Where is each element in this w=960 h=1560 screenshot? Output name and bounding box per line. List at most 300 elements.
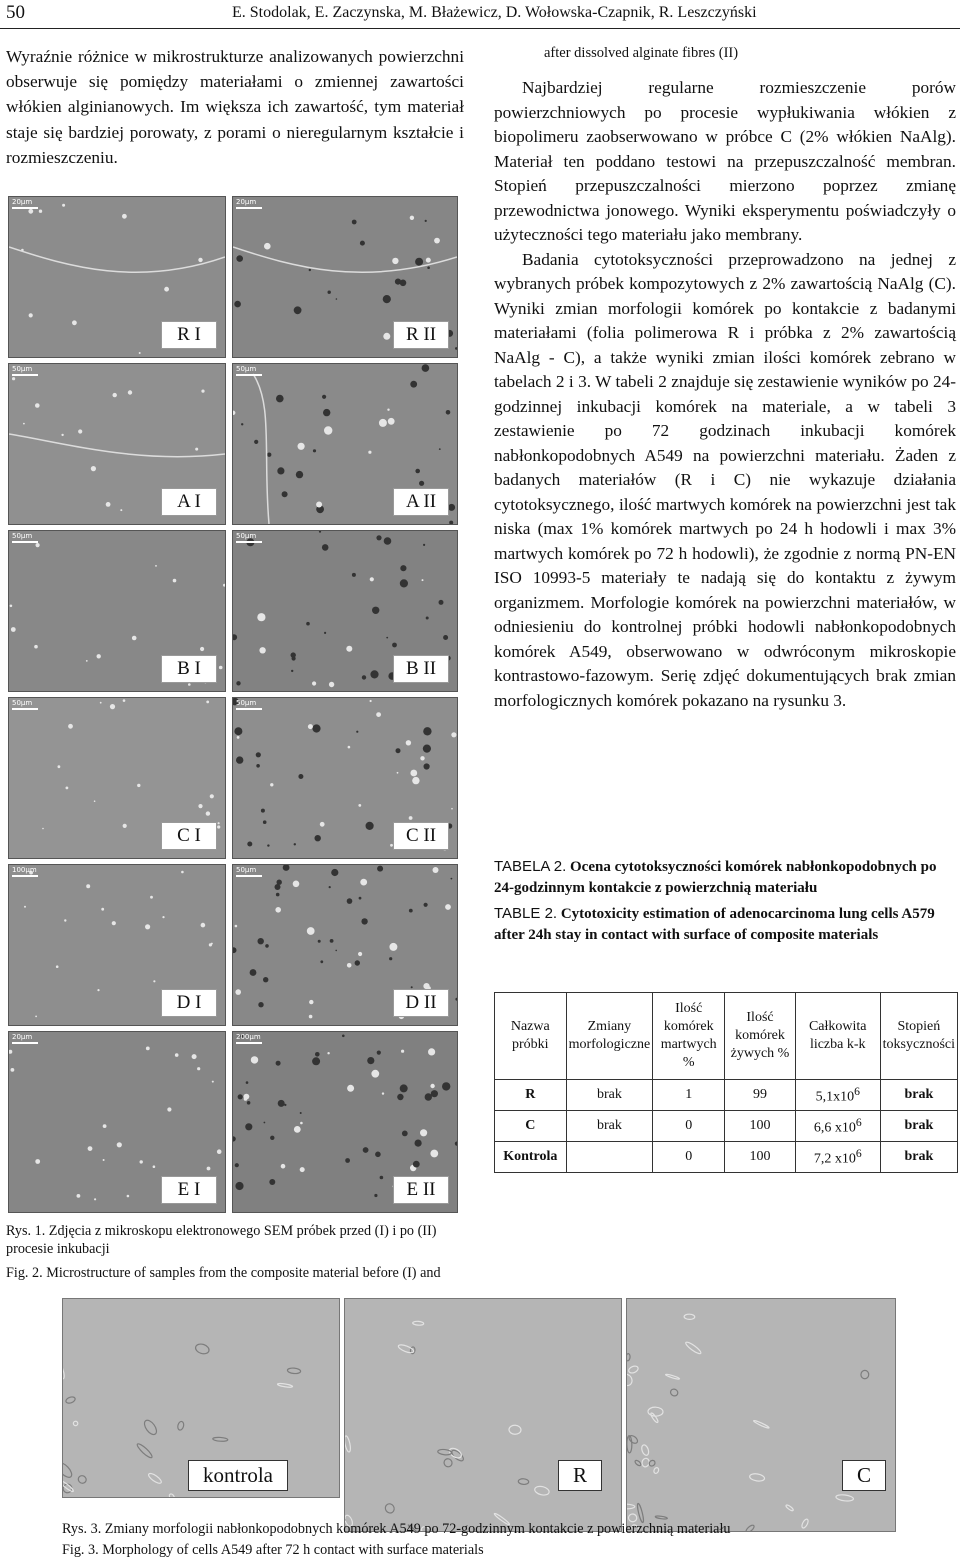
cell-shape (63, 1480, 74, 1493)
sem-particle (267, 453, 271, 457)
sem-particle (198, 804, 202, 808)
sem-particle (29, 313, 33, 317)
sem-panel-label: B I (161, 655, 217, 683)
sem-particle (323, 409, 330, 416)
sem-particle (383, 295, 391, 303)
sem-particle (392, 258, 398, 264)
sem-panel (232, 1031, 458, 1213)
cell-shape (177, 1421, 185, 1431)
table2-key-pl: TABELA 2. (494, 858, 567, 875)
cell-shape (509, 1425, 521, 1435)
cell-name: C (495, 1111, 567, 1142)
sem-particle (265, 944, 269, 948)
sem-particle (400, 280, 407, 287)
cell-shape (684, 1341, 702, 1356)
sem-particle (309, 269, 311, 271)
sem-particle (443, 635, 448, 640)
sem-particle (39, 210, 42, 213)
paragraph-membrane: Najbardziej regularne rozmieszczenie porów powierzchniowych po procesie wypłukiwania włókien z biopolimeru zaobserwowano w próbce C (2% włókien NaAlg). Materiał ten poddano testowi na przepuszczalność membran. Stopień przepuszczalności mierzono poprzez zmianę przewodnictwa jonowego. Wyniki eksperymentu poświadczyły o użyteczności tego materiału jako membrany. (494, 78, 956, 244)
cell-shape (653, 1467, 660, 1474)
sem-particle (270, 1136, 274, 1140)
sem-particle (68, 724, 73, 729)
cell-shape (640, 1444, 650, 1456)
sem-particle (263, 977, 268, 982)
sem-particle (371, 1070, 379, 1078)
figure3-text-en: Morphology of cells A549 after 72 h contact with surface materials (102, 1542, 484, 1558)
sem-particle (330, 939, 334, 943)
sem-particle (233, 947, 237, 953)
right-column (494, 44, 956, 713)
sem-particle (217, 1149, 222, 1154)
cell-shape (397, 1343, 414, 1354)
cell-shape (627, 1504, 635, 1509)
sem-particle (296, 471, 303, 478)
figure1-caption-en (6, 1264, 476, 1282)
sem-particle (88, 1146, 93, 1151)
sem-particle (409, 909, 413, 913)
cell-shape (749, 1473, 765, 1482)
scale-bar: 50µm (236, 532, 257, 540)
scale-bar: 200µm (236, 1033, 261, 1041)
sem-particle (448, 504, 455, 511)
sem-particle (346, 646, 352, 652)
sem-particle (382, 1092, 384, 1094)
sem-particle (247, 1101, 251, 1105)
sem-particle (153, 1165, 156, 1168)
sem-particle (324, 426, 332, 434)
figure3-text-pl: Zmiany morfologii nabłonkopodobnych komórek A549 po 72-godzinnym kontakcie z powierzchnią materiału (104, 1521, 731, 1537)
sem-particle (244, 1094, 250, 1100)
sem-particle (319, 531, 321, 533)
sem-particle (410, 381, 417, 388)
sem-particle (426, 258, 431, 263)
cell-shape (213, 1437, 228, 1442)
cell-shape (684, 1314, 695, 1320)
sem-particle (259, 647, 265, 653)
sem-particle (451, 732, 456, 737)
sem-particle (298, 443, 305, 450)
sem-particle (368, 451, 371, 454)
sem-particle (200, 647, 204, 651)
sem-panel-label: C I (161, 822, 217, 850)
sem-particle (359, 897, 362, 900)
sem-particle (235, 925, 238, 928)
sem-particle (309, 1000, 313, 1004)
sem-particle (35, 1016, 37, 1018)
sem-particle (245, 1123, 252, 1130)
cell-total-base: 7,2 x10 (813, 1151, 856, 1167)
sem-particle (360, 879, 367, 886)
sem-particle (316, 502, 322, 508)
sem-particle (455, 1142, 457, 1146)
paragraph-cytotoxicity: Badania cytotoksyczności przeprowadzono na jednej z wybranych próbek kompozytowych z 2% zawartością NaAlg (C). Wyniki zmian morfologii komórek po kontakcie z badanymi materiałami (folia polimerowa R i próbka z 2% zawartością NaAlg - C), a także wyniki zmian ilości komórek zebrano w tabelach 2 i 3. W tabeli 2 znajduje się zestawienie wyników po 24-godzinnej inkubacji komórek na materiale, a w tabeli 3 zestawienie po 72 godzinach inkubacji komórek nabłonkopodobnych A549 na powierzchni materiału. Żaden z badanych materiałów (R i C) nie wykazuje działania cytotoksycznego, ilość martwych komórek na powierzchni jest tak niska (max 1% komórek martwych po 24 h hodowli i max 3% martwych komórek po 72 h hodowli), że zgodnie z normą PN-EN ISO 10993-5 materiały te nadają się do kontaktu z żywym organizmem. Morfologie komórek na powierzchni materiałów, w odniesieniu do kontrolnej próbki hodowli nabłonkopodobnych komórek A549, obserwowano w odwróconym mikroskopie kontrastowo-fazowym. Serię zdjęć dokumentujących brak zmian morfologicznych komórek pokazano na rysunku 3. (494, 249, 956, 710)
figure3-caption (62, 1520, 942, 1559)
sem-particle (35, 1159, 40, 1164)
sem-particle (146, 1047, 150, 1051)
cell-shape (655, 1515, 667, 1519)
sem-particle (66, 787, 69, 790)
sem-particle (256, 752, 261, 757)
sem-particle (388, 418, 395, 425)
cell-shape (147, 1472, 162, 1485)
sem-fiber (9, 434, 225, 457)
cell-shape (648, 1407, 663, 1417)
table2-key-en: TABLE 2. (494, 905, 558, 922)
cell-total (795, 1080, 880, 1111)
sem-particle (402, 1131, 408, 1137)
cytotoxicity-table (494, 992, 958, 1173)
sem-particle (86, 884, 90, 888)
sem-particle (217, 825, 220, 828)
cell-shape (628, 1365, 639, 1374)
sem-particle (132, 636, 137, 641)
sem-particle (375, 1152, 381, 1158)
sem-particle (401, 1050, 404, 1053)
sem-panel-label: A II (393, 488, 449, 516)
sem-particle (112, 921, 116, 925)
sem-particle (234, 301, 241, 308)
sem-particle (392, 643, 397, 648)
sem-particle (312, 681, 316, 685)
sem-particle (101, 908, 104, 911)
sem-panel (232, 864, 458, 1026)
sem-particle (367, 1057, 374, 1064)
sem-particle (320, 822, 325, 827)
sem-particle (100, 702, 102, 704)
sem-particle (410, 216, 414, 220)
cell-tox: brak (880, 1142, 957, 1173)
sem-particle (424, 903, 428, 907)
sem-particle (362, 675, 366, 679)
caption-continuation: after dissolved alginate fibres (II) (544, 45, 739, 61)
cell-shape (442, 1457, 453, 1468)
cell-shape (77, 1474, 88, 1484)
sem-particle (246, 1081, 249, 1084)
sem-particle (455, 998, 457, 1001)
figure1-text-en: Microstructure of samples from the composite material before (I) and (46, 1265, 441, 1281)
cell-shape (650, 1412, 659, 1423)
figure3-caption-pl (62, 1520, 942, 1538)
sem-particle (162, 916, 164, 918)
sem-particle (415, 258, 423, 266)
sem-particle (11, 1068, 15, 1072)
sem-particle (294, 306, 302, 314)
micrograph-label-c: C (842, 1460, 886, 1491)
sem-particle (376, 535, 381, 540)
sem-particle (277, 467, 284, 474)
scale-bar: 50µm (236, 699, 257, 707)
sem-particle (12, 377, 15, 380)
sem-particle (261, 809, 265, 813)
sem-particle (236, 681, 240, 685)
sem-particle (347, 898, 353, 904)
sem-particle (406, 740, 411, 745)
cell-shape (65, 1396, 76, 1405)
authors-line: E. Stodolak, E. Zaczynska, M. Błażewicz, D. Wołowska-Czapnik, R. Leszczyński (232, 4, 757, 21)
sem-particle (24, 906, 26, 908)
cell-changes (566, 1142, 653, 1173)
cell-dead: 0 (653, 1142, 725, 1173)
sem-particle (218, 822, 220, 824)
sem-panel (232, 697, 458, 859)
sem-particle (291, 670, 293, 672)
left-paragraph (6, 44, 464, 170)
cell-dead: 0 (653, 1111, 725, 1142)
cell-shape (669, 1388, 679, 1397)
header-cell: Ilość komórek martwych % (653, 993, 725, 1080)
sem-particle (445, 904, 451, 910)
sem-particle (192, 1054, 197, 1059)
sem-particle (122, 214, 127, 219)
sem-particle (233, 1136, 236, 1141)
sem-particle (236, 756, 243, 763)
micrograph-c (626, 1298, 896, 1532)
sem-particle (370, 577, 374, 581)
sem-particle (423, 544, 425, 546)
cell-shape (345, 1435, 352, 1452)
sem-particle (322, 395, 326, 399)
sem-particle (198, 258, 202, 262)
sem-particle (397, 772, 399, 774)
cell-shape (627, 1372, 634, 1387)
sem-particle (276, 893, 280, 897)
running-header (0, 2, 960, 26)
sem-particle (106, 502, 111, 507)
sem-particle (423, 727, 431, 735)
figure3-label-pl: Rys. 3. (62, 1521, 102, 1537)
sem-particle (308, 724, 313, 729)
sem-fiber (233, 247, 457, 272)
sem-particle (139, 352, 141, 354)
cell-alive: 99 (725, 1080, 796, 1111)
sem-particle (62, 204, 65, 207)
sem-particle (123, 699, 126, 702)
sem-particle (377, 1051, 381, 1055)
scale-bar: 50µm (12, 532, 33, 540)
sem-panel-label: R II (393, 321, 449, 349)
sem-particle (376, 712, 381, 717)
sem-particle (451, 878, 453, 880)
sem-particle (257, 613, 265, 621)
sem-particle (358, 804, 361, 807)
cell-shape (194, 1342, 210, 1355)
sem-panel (8, 697, 226, 859)
sem-particle (236, 255, 243, 262)
cell-shape (448, 1446, 463, 1460)
sem-particle (324, 632, 326, 634)
cell-shape (785, 1504, 794, 1511)
sem-particle (269, 1179, 275, 1185)
sem-particle (267, 844, 269, 846)
cell-shape (73, 1421, 78, 1426)
sem-panel (232, 196, 458, 358)
sem-panel (232, 363, 458, 525)
sem-particle (278, 1100, 285, 1107)
sem-particle (312, 1057, 320, 1065)
sem-particle (411, 986, 413, 988)
sem-particle (164, 287, 169, 292)
header-cell: Ilość komórek żywych % (725, 993, 796, 1080)
sem-particle (300, 1112, 302, 1114)
scale-bar: 20µm (236, 198, 257, 206)
sem-particle (42, 828, 44, 830)
sem-particle (374, 1194, 377, 1197)
sem-particle (294, 843, 296, 845)
sem-particle (175, 1053, 179, 1057)
sem-particle (315, 835, 321, 841)
sem-particle (188, 683, 191, 686)
sem-panel-label: B II (393, 655, 449, 683)
sem-particle (291, 652, 296, 657)
header-cell: Nazwa próbki (495, 993, 567, 1080)
sem-particle (380, 1176, 384, 1180)
sem-particle (422, 579, 424, 581)
sem-particle (11, 627, 16, 632)
sem-particle (306, 622, 310, 626)
sem-particle (434, 238, 440, 244)
scale-bar: 50µm (236, 365, 257, 373)
sem-particle (250, 969, 257, 976)
sem-particle (370, 700, 372, 702)
sem-particle (275, 884, 281, 890)
sem-particle (137, 784, 140, 787)
sem-particle (347, 1085, 354, 1092)
sem-particle (360, 241, 365, 246)
sem-particle (426, 617, 429, 620)
figure1-caption (6, 1222, 476, 1282)
sem-particle (140, 1160, 143, 1163)
sem-panel-label: R I (161, 321, 217, 349)
sem-particle (270, 783, 273, 786)
sem-particle (219, 666, 223, 670)
sem-particle (78, 429, 82, 433)
sem-particle (117, 1142, 122, 1147)
sem-panel (8, 864, 226, 1026)
figure1-text-pl: Zdjęcia z mikroskopu elektronowego SEM próbek przed (I) i po (II) procesie inkubacji (6, 1223, 437, 1257)
sem-particle (431, 1090, 438, 1097)
sem-particle (446, 410, 451, 415)
sem-particle (449, 521, 453, 524)
sem-particle (212, 1081, 214, 1083)
sem-particle (397, 1094, 403, 1100)
sem-particle (451, 808, 453, 810)
header-cell: Zmiany morfologiczne (566, 993, 653, 1080)
sem-particle (264, 1122, 266, 1124)
cell-shape (634, 1459, 642, 1466)
table-row (495, 1142, 958, 1173)
sem-particle (173, 579, 177, 583)
sem-particle (439, 600, 444, 605)
sem-particle (366, 822, 374, 830)
sem-particle (235, 989, 241, 995)
cell-alive: 100 (725, 1142, 796, 1173)
cell-tox: brak (880, 1080, 957, 1111)
sem-particle (91, 466, 96, 471)
sem-particle (329, 682, 334, 687)
cell-shape (836, 1494, 854, 1502)
sem-particle (400, 565, 406, 571)
sem-particle (97, 989, 99, 991)
sem-particle (389, 943, 397, 951)
micrograph-label-kontrola: kontrola (188, 1460, 288, 1491)
sem-particle (415, 469, 420, 474)
sem-particle (233, 634, 237, 640)
sem-particle (293, 881, 300, 888)
sem-particle (275, 907, 281, 913)
sem-particle (442, 1082, 450, 1090)
cell-shape (277, 1383, 292, 1388)
sem-particle (389, 957, 392, 960)
cell-shape (168, 1493, 175, 1497)
sem-particle (424, 763, 430, 769)
sem-particle (361, 918, 367, 924)
cell-shape (384, 1502, 396, 1515)
sem-particle (318, 940, 321, 943)
sem-particle (251, 1056, 258, 1063)
sem-particle (372, 607, 379, 614)
sem-particle (258, 938, 264, 944)
sem-particle (409, 816, 413, 820)
sem-particle (235, 1182, 243, 1190)
sem-particle (276, 395, 284, 403)
sem-particle (420, 1129, 427, 1136)
cell-shape (534, 1485, 550, 1496)
sem-particle (313, 449, 316, 452)
sem-particle (298, 774, 303, 779)
sem-particle (201, 390, 204, 393)
sem-particle (320, 960, 323, 963)
cell-name: R (495, 1080, 567, 1111)
sem-particle (234, 727, 242, 735)
micrograph-label-r: R (558, 1460, 602, 1491)
sem-particle (10, 605, 13, 608)
sem-particle (328, 291, 331, 294)
sem-particle (428, 1048, 435, 1055)
cell-total-exp: 6 (854, 1084, 860, 1098)
sem-particle (400, 579, 408, 587)
sem-particle (72, 320, 77, 325)
sem-particle (419, 481, 424, 486)
sem-particle (113, 393, 117, 397)
header-cell: Całkowita liczba k-k (795, 993, 880, 1080)
sem-particle (97, 654, 101, 658)
sem-particle (312, 724, 320, 732)
sem-particle (64, 919, 66, 921)
sem-panel-label: E II (393, 1176, 449, 1204)
sem-particle (423, 745, 431, 753)
sem-panel-label: E I (161, 1176, 217, 1204)
cell-dead: 1 (653, 1080, 725, 1111)
figure3-label-en: Fig. 3. (62, 1542, 99, 1558)
sem-particle (430, 1084, 434, 1088)
sem-particle (94, 1198, 96, 1200)
sem-particle (347, 963, 352, 968)
sem-particle (430, 1150, 438, 1158)
sem-particle (427, 266, 430, 269)
sem-particle (181, 871, 184, 874)
sem-particle (352, 573, 356, 577)
sem-particle (307, 927, 315, 935)
micrograph-texture (627, 1299, 895, 1531)
cell-total-exp: 6 (855, 1115, 862, 1129)
scale-bar: 20µm (12, 1033, 33, 1041)
sem-particle (110, 704, 115, 709)
sem-particle (35, 403, 40, 408)
sem-particle (256, 764, 260, 768)
sem-panel (232, 530, 458, 692)
left-paragraph-text: Wyraźnie różnice w mikrostrukturze analizowanych powierzchni obserwuje się pomiędzy materiałami o zmiennej zawartości włókien alginianowych. Im większa ich zawartość, tym materiał staje się bardziej porowaty, z porami o nieregularnym kształcie i rozmieszczeniu. (6, 47, 464, 167)
micrograph-r (344, 1298, 622, 1532)
